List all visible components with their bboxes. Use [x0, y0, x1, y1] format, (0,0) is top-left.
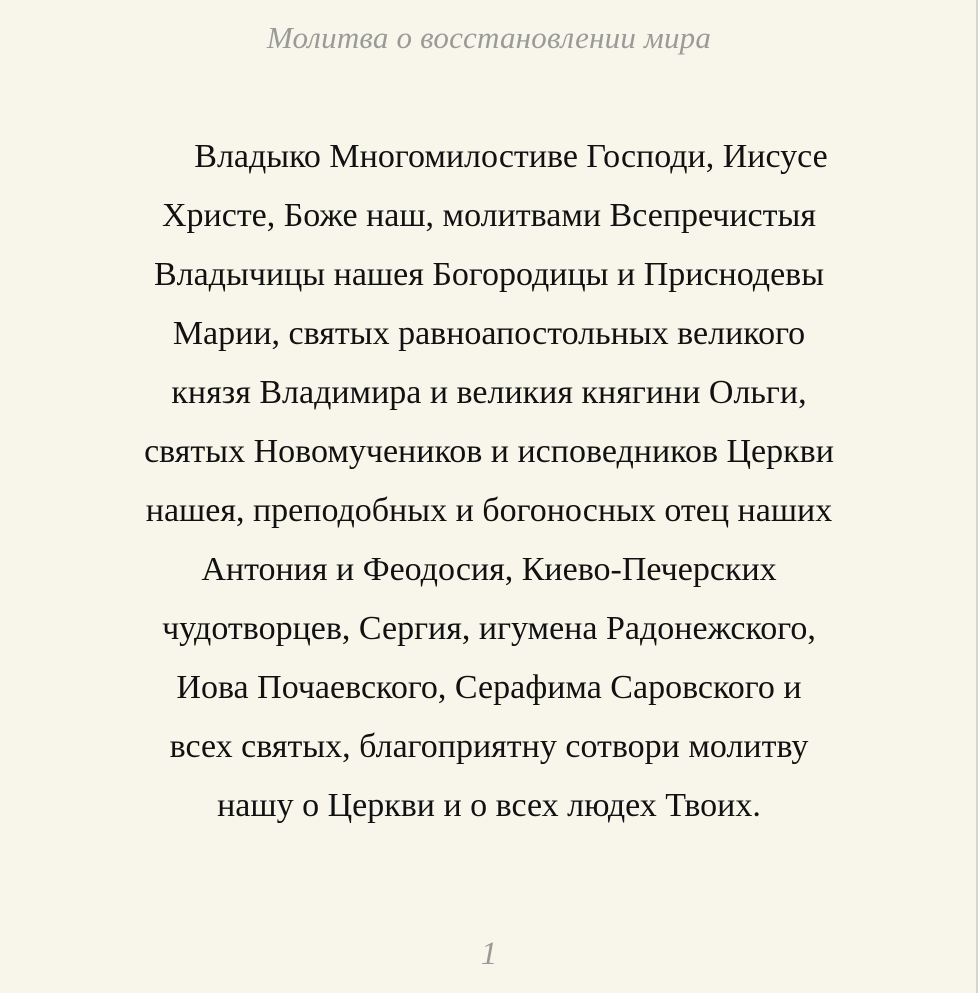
prayer-line: Иова Почаевского, Серафима Саровского и: [176, 669, 802, 706]
prayer-line: Христе, Боже наш, молитвами Всепречистыя: [161, 197, 816, 234]
running-title: Молитва о восстановлении мира: [266, 20, 712, 55]
prayer-line: чудотворцев, Сергия, игумена Радонежского,: [162, 610, 816, 647]
prayer-line: святых Новомучеников и исповедников Церкви: [144, 433, 834, 470]
prayer-line: нашу о Церкви и о всех людех Твоих.: [217, 787, 761, 824]
prayer-line: князя Владимира и великия княгини Ольги,: [171, 374, 807, 411]
prayer-text: [80, 127, 898, 835]
prayer-line: всех святых, благоприятну сотвори молитву: [169, 728, 809, 765]
prayer-line: Марии, святых равноапостольных великого: [172, 315, 806, 352]
prayer-line: Владычицы нашея Богородицы и Приснодевы: [153, 256, 825, 293]
page-number: 1: [480, 936, 498, 972]
prayer-line: нашея, преподобных и богоносных отец наших: [145, 492, 833, 529]
prayer-line: Владыко Многомилостиве Господи, Иисусе: [194, 138, 828, 175]
prayer-line: Антония и Феодосия, Киево-Печерских: [201, 551, 777, 588]
